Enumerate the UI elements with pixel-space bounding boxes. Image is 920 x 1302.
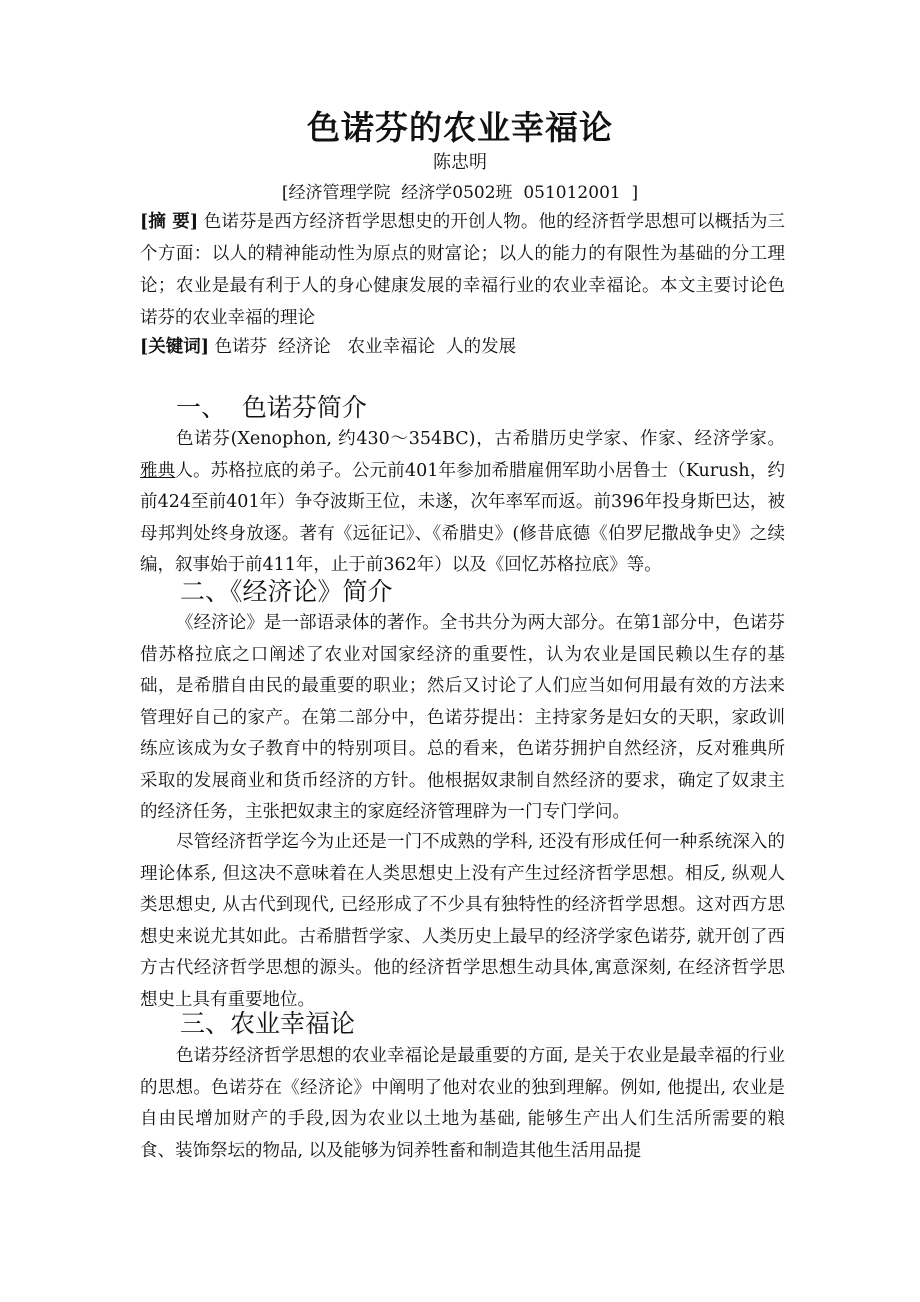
paragraph-text: 色诺芬(Xenophon, 约430～354BC)，古希腊历史学家、作家、经济学家。: [176, 429, 785, 449]
section-2-paragraph-1: 《经济论》是一部语录体的著作。全书共分为两大部分。在第1部分中，色诺芬借苏格拉底之口阐述了农业对国家经济的重要性，认为农业是国民赖以生存的基础，是希腊自由民的最重要的职业；然后又讨论了人们应当如何用最有效的方法来管理好自己的家产。在第二部分中，色诺芬提出：主持家务是妇女的天职，家政训练应该成为女子教育中的特别项目。总的看来，色诺芬拥护自然经济，反对雅典所采取的发展商业和货币经济的方针。他根据奴隶制自然经济的要求，确定了奴隶主的经济任务，主张把奴隶主的家庭经济管理辟为一门专门学问。: [140, 613, 785, 822]
section-heading-3: 三、农业幸福论: [180, 1009, 356, 1038]
document-title: 色诺芬的农业幸福论: [307, 108, 613, 147]
keywords-label: [关键词]: [140, 337, 210, 357]
keywords-text: 色诺芬 经济论 农业幸福论 人的发展: [209, 337, 517, 357]
section-1-paragraph: [140, 424, 785, 582]
keywords: [140, 331, 785, 363]
section-2-paragraph-2: 尽管经济哲学迄今为止还是一门不成熟的学科, 还没有形成任何一种系统深入的理论体系, 但这决不意味着在人类思想史上没有产生过经济哲学思想。相反, 纵观人类思想史, 从古代到现代, 已经形成了不少具有独特性的经济哲学思想。这对西方思想史来说尤其如此。古希腊哲学家、人类历史上最早的经济学家色诺芬, 就开创了西方古代经济哲学思想的源头。他的经济哲学思想生动具体,寓意深刻, 在经济哲学思想史上具有重要地位。: [140, 832, 785, 1010]
author-affiliation: [经济管理学院 经济学0502班 051012001 ]: [281, 183, 639, 203]
abstract-label: [摘 要]: [140, 212, 199, 232]
athens-link[interactable]: 雅典: [140, 460, 176, 481]
abstract: [140, 206, 785, 334]
author-name: 陈忠明: [433, 152, 487, 173]
paragraph-text: 人。苏格拉底的弟子。公元前401年参加希腊雇佣军助小居鲁士（Kurush，约前424至前401年）争夺波斯王位，未遂，次年率军而返。前396年投身斯巴达，被母邦判处终身放逐。著有《远征记》、《希腊史》(修昔底德《伯罗尼撒战争史》之续编，叙事始于前411年，止于前362年）以及《回忆苏格拉底》等。: [140, 460, 785, 575]
section-3-paragraph-1: 色诺芬经济哲学思想的农业幸福论是最重要的方面, 是关于农业是最幸福的行业的思想。色诺芬在《经济论》中阐明了他对农业的独到理解。例如, 他提出, 农业是自由民增加财产的手段,因为农业以土地为基础, 能够生产出人们生活所需要的粮食、装饰祭坛的物品, 以及能够为饲养牲畜和制造其他生活用品提: [140, 1046, 785, 1161]
section-heading-1: 一、 色诺芬简介: [176, 393, 367, 422]
section-heading-2: 二、《经济论》简介: [180, 577, 393, 606]
abstract-text: 色诺芬是西方经济哲学思想史的开创人物。他的经济哲学思想可以概括为三个方面：以人的精神能动性为原点的财富论；以人的能力的有限性为基础的分工理论；农业是最有利于人的身心健康发展的幸福行业的农业幸福论。本文主要讨论色诺芬的农业幸福的理论: [140, 212, 786, 328]
